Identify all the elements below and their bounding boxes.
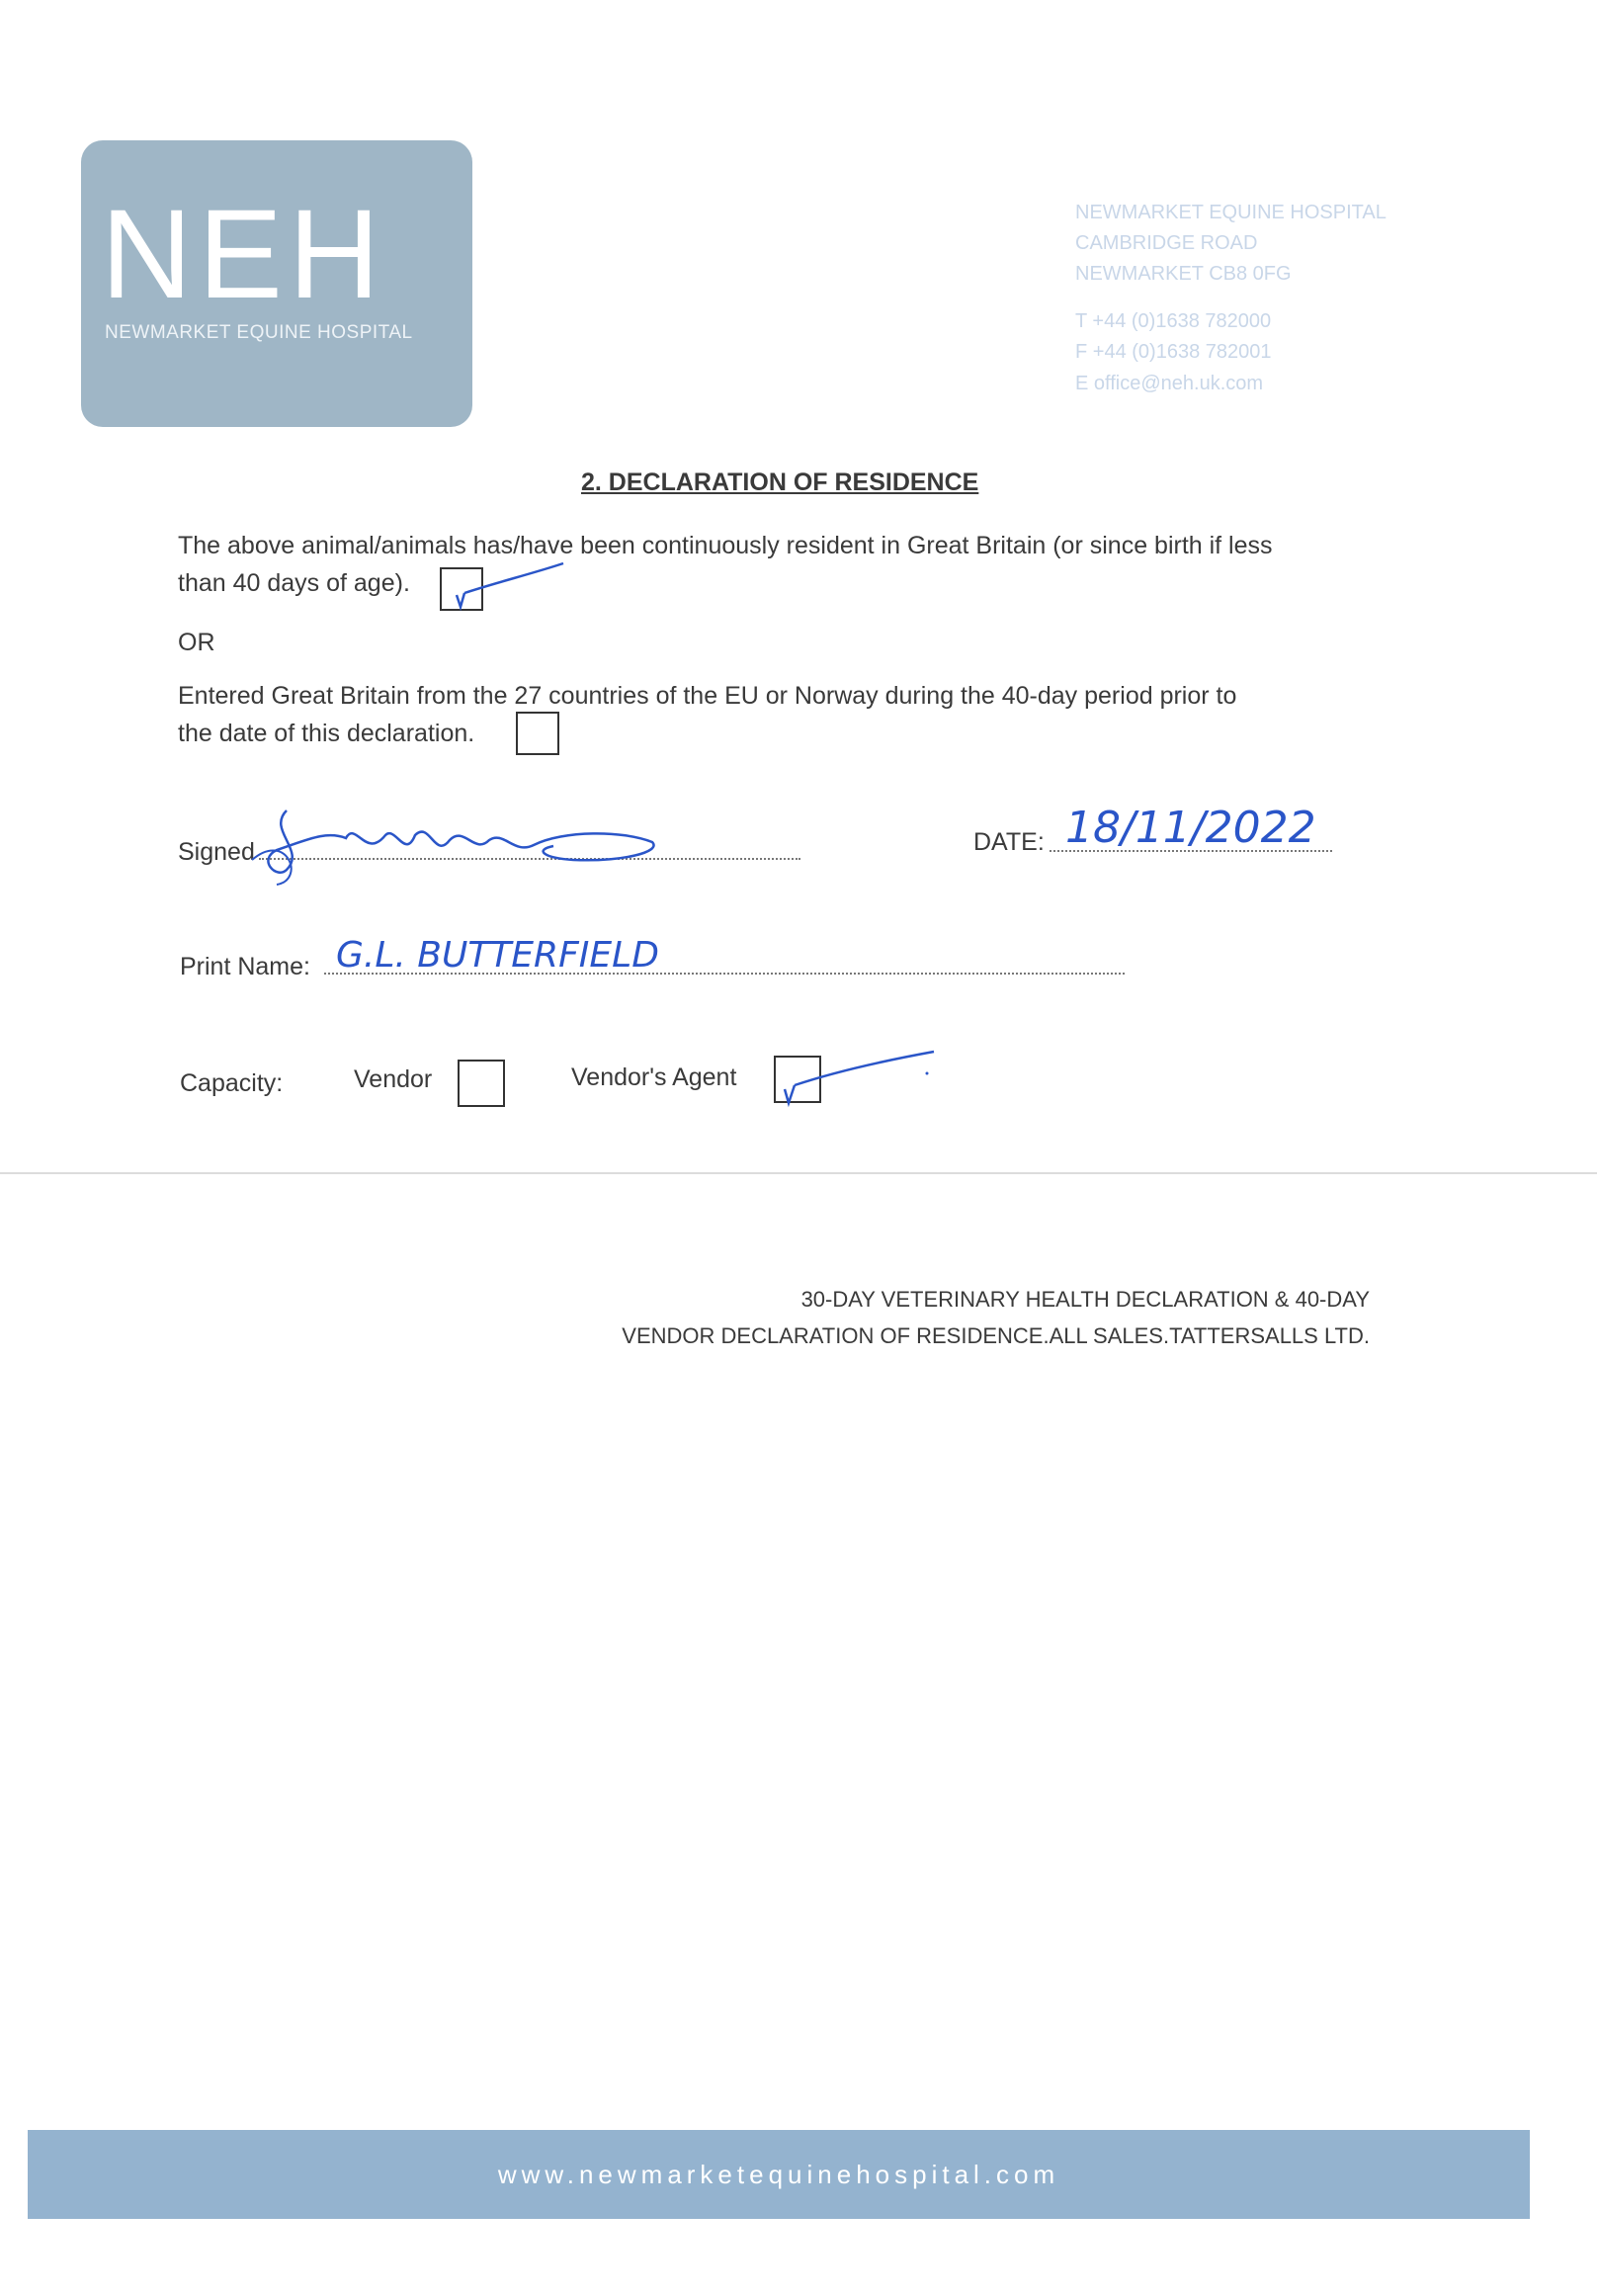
option1-tick-mark: [435, 553, 573, 613]
vendor-agent-tick-mark: [771, 1044, 939, 1113]
or-label: OR: [178, 629, 215, 656]
vendor-checkbox[interactable]: [458, 1060, 505, 1107]
footer-website-url[interactable]: www.newmarketequinehospital.com: [497, 2160, 1060, 2189]
date-value[interactable]: 18/11/2022: [1065, 803, 1316, 853]
logo-hospital-name: NEWMARKET EQUINE HOSPITAL: [105, 322, 413, 343]
date-label: DATE:: [973, 828, 1045, 856]
vendor-label: Vendor: [354, 1065, 433, 1093]
option1-text-line2: than 40 days of age).: [178, 569, 410, 597]
option2-text-line2: the date of this declaration.: [178, 720, 475, 747]
address-line-1: NEWMARKET EQUINE HOSPITAL: [1075, 202, 1387, 223]
address-line-3: NEWMARKET CB8 0FG: [1075, 263, 1292, 285]
address-line-2: CAMBRIDGE ROAD: [1075, 232, 1258, 254]
form-reference-line1: 30-DAY VETERINARY HEALTH DECLARATION & 40-DAY: [800, 1287, 1370, 1312]
neh-logo: [81, 140, 472, 427]
logo-letters: NEH: [101, 184, 386, 325]
declaration-heading: 2. DECLARATION OF RESIDENCE: [581, 468, 979, 496]
vendor-agent-label: Vendor's Agent: [571, 1063, 737, 1091]
signed-label: Signed: [178, 838, 255, 866]
option1-text-line1: The above animal/animals has/have been continuously resident in Great Britain (or since birth if less: [178, 532, 1273, 559]
footer-banner: [28, 2130, 1530, 2219]
form-reference-line2: VENDOR DECLARATION OF RESIDENCE.ALL SALES.TATTERSALLS LTD.: [622, 1323, 1370, 1348]
capacity-label: Capacity:: [180, 1069, 284, 1097]
address-fax: F +44 (0)1638 782001: [1075, 341, 1272, 363]
print-name-value[interactable]: G.L. BUTTERFIELD: [336, 935, 659, 976]
signature-scribble: [247, 791, 672, 890]
option2-text-line1: Entered Great Britain from the 27 countries of the EU or Norway during the 40-day period prior to: [178, 682, 1237, 710]
print-name-label: Print Name:: [180, 953, 310, 980]
address-phone: T +44 (0)1638 782000: [1075, 310, 1272, 332]
option2-checkbox[interactable]: [516, 712, 559, 755]
page-fold-line: [0, 1172, 1597, 1174]
address-email: E office@neh.uk.com: [1075, 373, 1264, 394]
